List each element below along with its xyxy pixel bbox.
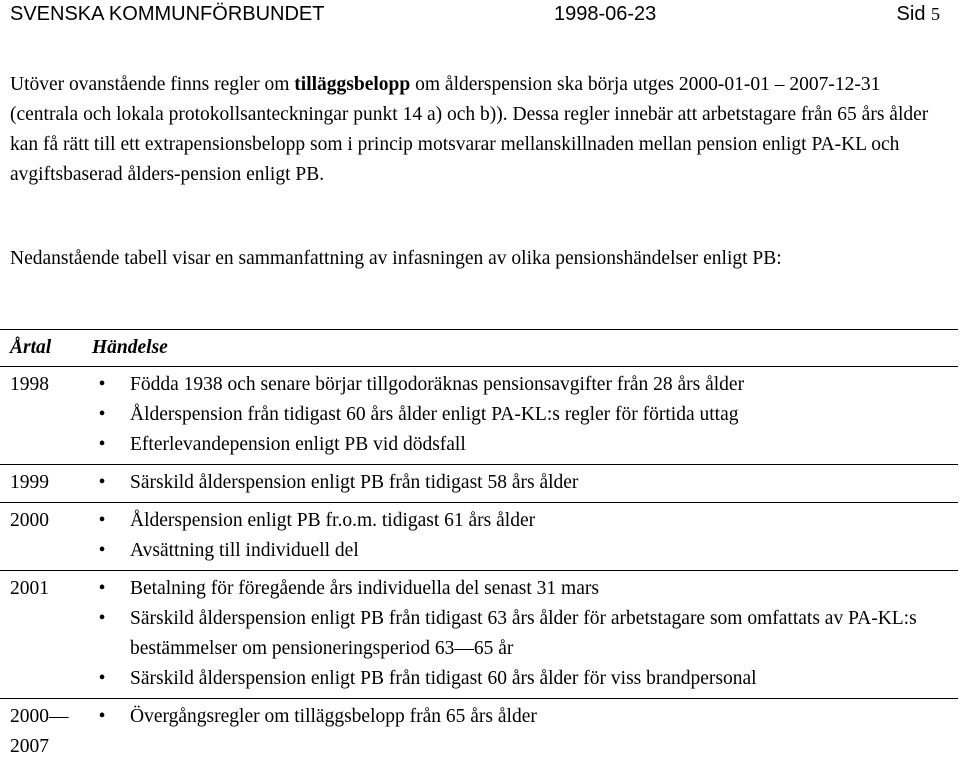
column-header-year: Årtal xyxy=(0,330,92,367)
events-cell xyxy=(92,503,958,571)
table-row xyxy=(0,465,958,503)
list-item xyxy=(92,604,958,664)
event-list xyxy=(92,468,958,498)
list-item xyxy=(92,664,958,694)
paragraph-table-intro: Nedanstående tabell visar en sammanfattning av infasningen av olika pensionshändelser enligt PB: xyxy=(10,244,945,274)
year-cell: 2000— 2007 xyxy=(0,699,92,766)
list-item xyxy=(92,468,958,498)
events-cell xyxy=(92,465,958,503)
list-item xyxy=(92,574,958,604)
bullet-icon: • xyxy=(92,430,112,460)
list-item xyxy=(92,400,958,430)
page-number: 5 xyxy=(931,4,940,24)
bullet-icon: • xyxy=(92,506,112,536)
event-list xyxy=(92,574,958,694)
table-body xyxy=(0,367,958,766)
organization-name: SVENSKA KOMMUNFÖRBUNDET xyxy=(10,3,324,26)
table-row xyxy=(0,367,958,465)
event-list xyxy=(92,370,958,460)
event-text: Avsättning till individuell del xyxy=(130,540,359,561)
year-cell: 1999 xyxy=(0,465,92,503)
event-text: Särskild ålderspension enligt PB från tidigast 63 års ålder för arbetstagare som omfattats av PA-KL:s bestämmelser om pensioneringsperiod 63—65 år xyxy=(130,608,917,659)
event-text: Särskild ålderspension enligt PB från tidigast 60 års ålder för viss brandpersonal xyxy=(130,668,757,689)
page-label: Sid xyxy=(897,3,926,25)
event-text: Efterlevandepension enligt PB vid dödsfall xyxy=(130,434,466,455)
event-text: Betalning för föregående års individuella del senast 31 mars xyxy=(130,578,599,599)
table-row xyxy=(0,571,958,699)
event-text: Födda 1938 och senare börjar tillgodoräknas pensionsavgifter från 28 års ålder xyxy=(130,374,744,395)
year-cell: 2001 xyxy=(0,571,92,699)
table-row xyxy=(0,503,958,571)
page-header xyxy=(10,3,940,31)
events-cell xyxy=(92,699,958,766)
event-text: Särskild ålderspension enligt PB från tidigast 58 års ålder xyxy=(130,472,578,493)
bullet-icon: • xyxy=(92,574,112,604)
event-text: Ålderspension enligt PB fr.o.m. tidigast 61 års ålder xyxy=(130,510,535,531)
list-item xyxy=(92,702,958,732)
list-item xyxy=(92,506,958,536)
event-list xyxy=(92,702,958,732)
document-date: 1998-06-23 xyxy=(554,3,656,26)
bullet-icon: • xyxy=(92,468,112,498)
bullet-icon: • xyxy=(92,400,112,430)
bullet-icon: • xyxy=(92,536,112,566)
year-cell: 2000 xyxy=(0,503,92,571)
year-cell: 1998 xyxy=(0,367,92,465)
list-item xyxy=(92,430,958,460)
table-header-row xyxy=(0,330,958,367)
list-item xyxy=(92,536,958,566)
bullet-icon: • xyxy=(92,664,112,694)
bullet-icon: • xyxy=(92,604,112,634)
bullet-icon: • xyxy=(92,370,112,400)
events-cell xyxy=(92,571,958,699)
event-text: Övergångsregler om tilläggsbelopp från 65 års ålder xyxy=(130,706,537,727)
page-indicator xyxy=(897,3,940,26)
pension-events-table xyxy=(0,329,958,766)
bullet-icon: • xyxy=(92,702,112,732)
paragraph1-text-b: om ålderspension ska börja utges 2000-01-01 – 2007-12-31 (centrala och lokala protokollsanteckningar punkt 14 a) och b)). Dessa regler innebär att arbetstagare från 65 års ålder kan få rätt till ett extrapensionsbelopp som i princip motsvarar mellanskillnaden mellan pension enligt PA-KL och avgiftsbaserad ålders-pension enligt PB. xyxy=(10,74,928,185)
paragraph-tillaggsbelopp xyxy=(10,70,945,190)
events-cell xyxy=(92,367,958,465)
event-text: Ålderspension från tidigast 60 års ålder enligt PA-KL:s regler för förtida uttag xyxy=(130,404,739,425)
table-row xyxy=(0,699,958,766)
paragraph1-bold-term: tilläggsbelopp xyxy=(294,74,410,95)
paragraph1-text-a: Utöver ovanstående finns regler om xyxy=(10,74,294,95)
column-header-event: Händelse xyxy=(92,330,958,367)
event-list xyxy=(92,506,958,566)
list-item xyxy=(92,370,958,400)
